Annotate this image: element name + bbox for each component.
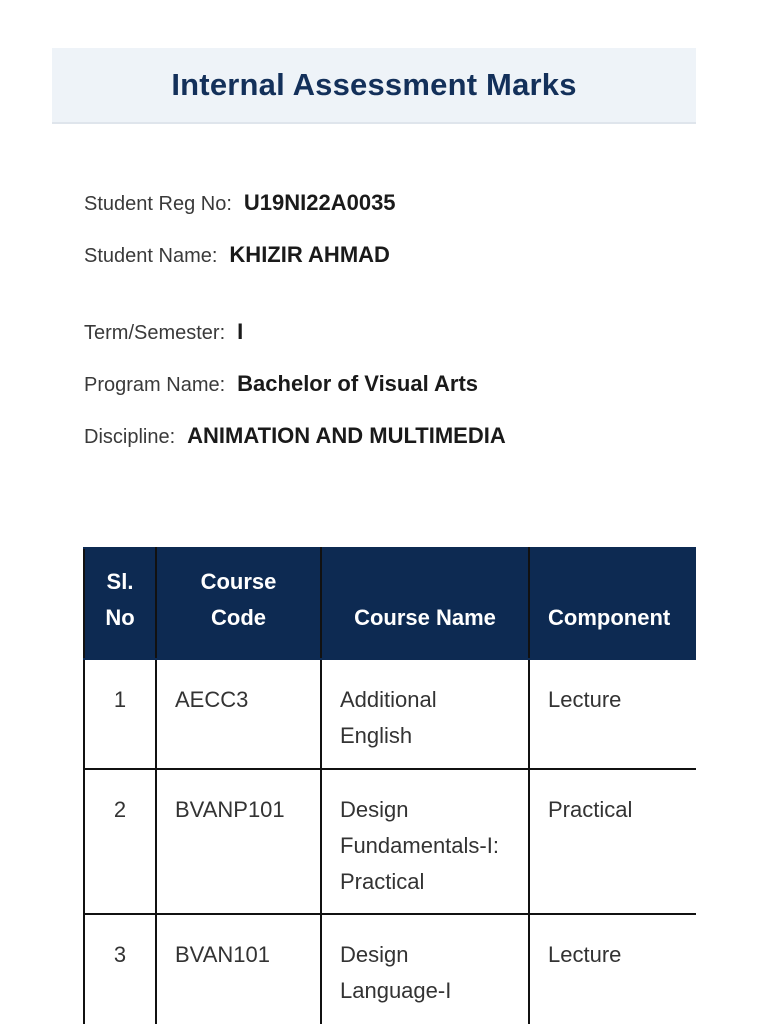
cell-sl-no: 2: [84, 769, 156, 914]
reg-no-value: U19NI22A0035: [243, 190, 396, 215]
cell-component: Lecture: [529, 659, 696, 769]
header-course-code: [156, 548, 321, 659]
header-course-code-line1: Course: [200, 569, 277, 594]
cell-sl-no: 3: [84, 914, 156, 1024]
student-name-label: Student Name:: [84, 245, 218, 267]
table-header-row: [84, 548, 696, 659]
cell-sl-no: 1: [84, 659, 156, 769]
header-course-code-line2: Code: [211, 605, 266, 630]
term-value: I: [237, 319, 244, 344]
student-name-row: [84, 242, 390, 268]
header-component: Component: [529, 548, 696, 659]
cell-course-name: Design Language-I: [321, 914, 529, 1024]
term-row: [84, 319, 243, 345]
header-course-name: Course Name: [321, 548, 529, 659]
cell-course-code: AECC3: [156, 659, 321, 769]
reg-no-row: [84, 190, 396, 216]
cell-course-code: BVAN101: [156, 914, 321, 1024]
title-bar: [52, 48, 696, 124]
discipline-row: [84, 423, 506, 449]
header-sl-no-line1: Sl.: [106, 569, 134, 594]
header-sl-no: [84, 548, 156, 659]
discipline-value: ANIMATION AND MULTIMEDIA: [187, 423, 506, 448]
cell-component: Lecture: [529, 914, 696, 1024]
table-row: [84, 914, 696, 1024]
table-row: [84, 769, 696, 914]
cell-component: Practical: [529, 769, 696, 914]
program-label: Program Name:: [84, 374, 226, 396]
student-name-value: KHIZIR AHMAD: [229, 242, 390, 267]
page-title: Internal Assessment Marks: [171, 67, 577, 102]
marks-table-container[interactable]: [83, 547, 696, 1024]
program-row: [84, 371, 478, 397]
reg-no-label: Student Reg No:: [84, 193, 232, 215]
cell-course-name: Additional English: [321, 659, 529, 769]
term-label: Term/Semester:: [84, 322, 226, 344]
table-row: [84, 659, 696, 769]
cell-course-code: BVANP101: [156, 769, 321, 914]
program-value: Bachelor of Visual Arts: [237, 371, 479, 396]
cell-course-name: Design Fundamentals-I: Practical: [321, 769, 529, 914]
discipline-label: Discipline:: [84, 426, 176, 448]
marks-table: [83, 547, 696, 1024]
header-sl-no-line2: No: [105, 605, 135, 630]
